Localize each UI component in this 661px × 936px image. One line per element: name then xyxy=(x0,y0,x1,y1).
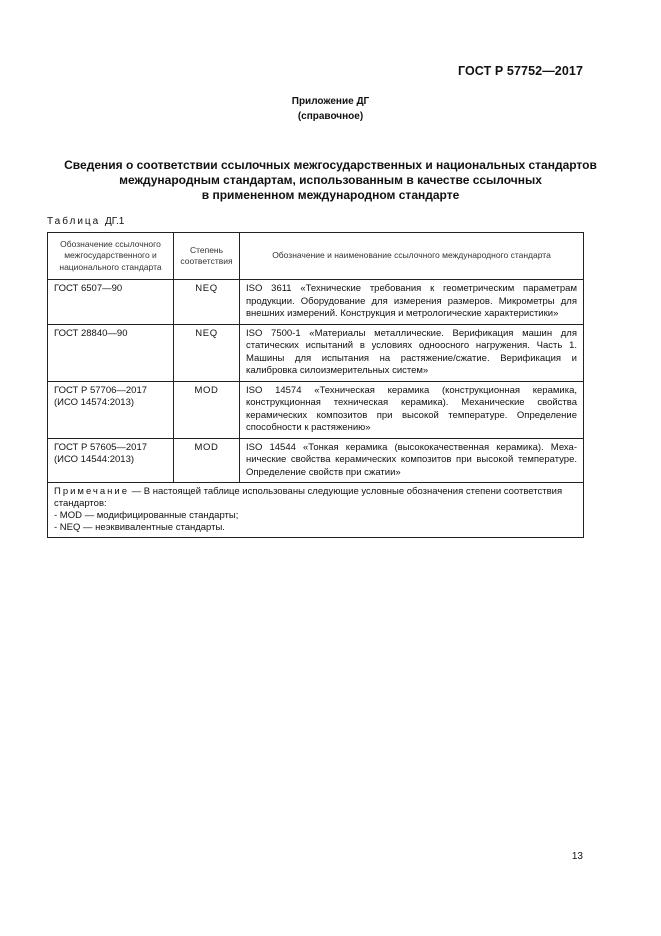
degree-cell: NEQ xyxy=(174,324,240,381)
national-standard-code: ГОСТ Р 57706—2017 xyxy=(54,384,148,396)
national-standard-cell xyxy=(48,438,174,483)
document-code: ГОСТ Р 57752—2017 xyxy=(457,64,583,78)
national-standard-cell xyxy=(48,381,174,438)
section-title-line-3: в примененном международном стандарте xyxy=(201,188,460,202)
header-international-standard: Обозначение и наименование ссылочного международного стандарта xyxy=(240,233,584,280)
national-standard-cell xyxy=(48,324,174,381)
header-degree: Степень соответствия xyxy=(174,233,240,280)
table-note xyxy=(48,483,584,538)
table-row xyxy=(48,381,584,438)
table-row xyxy=(48,280,584,325)
national-standard-cell xyxy=(48,280,174,325)
appendix-title: Приложение ДГ xyxy=(291,96,370,107)
header-national-standard: Обозначение ссылочного межгосударственного и национального стандарта xyxy=(48,233,174,280)
table-row xyxy=(48,324,584,381)
international-standard-cell: ISO 14544 «Тонкая керамика (высококачественная керамика). Механические свойства керамических композитов при высокой температуре. Определение свойств при сжатии» xyxy=(240,438,584,483)
national-standard-code: ГОСТ 6507—90 xyxy=(54,283,123,294)
national-standard-code: ГОСТ 28840—90 xyxy=(54,327,128,339)
section-title xyxy=(40,158,621,203)
international-standard-cell: ISO 3611 «Технические требования к геометрическим параметрам продукции. Оборудование для измерения размеров. Микрометры для внешних измерений. Конструкция и метрологические характеристики» xyxy=(240,280,584,325)
table-header-row xyxy=(48,233,584,280)
section-title-line-2: международным стандартам, использованным в качестве ссылочных xyxy=(119,173,542,187)
table-caption xyxy=(47,216,124,227)
degree-cell: MOD xyxy=(174,381,240,438)
national-standard-iso-ref: (ИСО 14574:2013) xyxy=(54,397,135,408)
international-standard-cell: ISO 14574 «Техническая керамика (конструкционная керамика, конструкционная техническая керамика). Механические свойства керамических композитов при высокой температуре. Определение способности к растяжению» xyxy=(240,381,584,438)
national-standard-iso-ref: (ИСО 14544:2013) xyxy=(54,454,135,465)
standards-table xyxy=(47,232,584,538)
section-title-line-1: Сведения о соответствии ссылочных межгосударственных и национальных стандартов xyxy=(64,158,597,172)
degree-cell: MOD xyxy=(174,438,240,483)
table-note-row xyxy=(48,483,584,538)
note-item-neq: - NEQ — неэквивалентные стандарты. xyxy=(54,522,225,533)
table-caption-number: ДГ.1 xyxy=(105,216,125,227)
note-item-mod: - MOD — модифицированные стандарты; xyxy=(54,510,239,521)
note-text: — В настоящей таблице использованы следующие условные обозначения степени соответствия стандартов: xyxy=(54,486,563,509)
degree-cell: NEQ xyxy=(174,280,240,325)
page-number: 13 xyxy=(571,851,583,862)
note-intro xyxy=(54,486,577,510)
appendix-heading xyxy=(0,94,661,124)
table-caption-label: Таблица xyxy=(47,216,101,227)
national-standard-code: ГОСТ Р 57605—2017 xyxy=(54,441,148,453)
table-row xyxy=(48,438,584,483)
appendix-subtitle: (справочное) xyxy=(297,111,364,122)
international-standard-cell: ISO 7500-1 «Материалы металлические. Верификация машин для статических испытаний в условиях одноосного нагружения. Часть 1. Машины для испытания на растяжение/сжатие. Верификация и калибровка силоизмерительных систем» xyxy=(240,324,584,381)
note-label: Примечание xyxy=(54,486,129,497)
